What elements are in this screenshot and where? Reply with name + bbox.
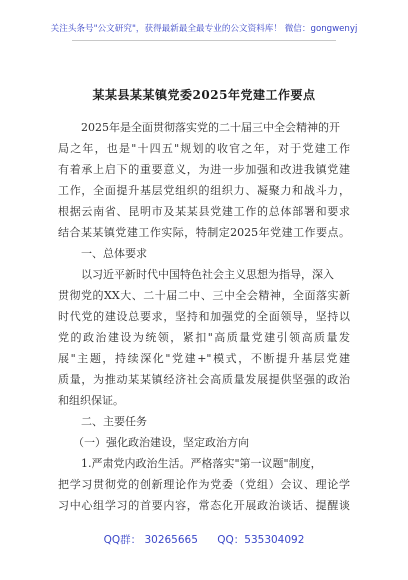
body-line: 局之年，也是"十四五"规划的收官之年，对于党建工作 (58, 142, 350, 155)
body-line: 工作，全面提升基层党组织的组织力、凝聚力和战斗力， (58, 184, 350, 197)
body-line: 展"主题，持续深化"党建+"模式，不断提升基层党建 (58, 352, 350, 365)
body-line: 习中心组学习的首要内容，常态化开展政治谈话、提醒谈 (58, 499, 350, 512)
body-line: 结合某某镇党建工作实际，特制定2025年党建工作要点。 (58, 226, 350, 239)
subsection-heading: （一）强化政治建设，坚定政治方向 (73, 436, 249, 449)
body-line: 2025年是全面贯彻落实党的二十届三中全会精神的开 (81, 121, 340, 134)
body-line: 以习近平新时代中国特色社会主义思想为指导，深入 (81, 268, 334, 281)
body-line: 和组织保证。 (58, 394, 124, 407)
body-line: 时代党的建设总要求，坚持和加强党的全面领导，坚持以 (58, 310, 350, 323)
section-heading: 二、主要任务 (81, 415, 147, 428)
page-footer (0, 532, 408, 547)
body-line: 党的政治建设为统领，紧扣"高质量党建引领高质量发 (58, 331, 350, 344)
body-line: 质量，为推动某某镇经济社会高质量发展提供坚强的政治 (58, 373, 350, 386)
body-line: 贯彻党的XX大、二十届二中、三中全会精神，全面落实新 (58, 289, 350, 302)
body-line: 1.严肃党内政治生活。严格落实"第一议题"制度， (81, 457, 322, 470)
document-title: 某某县某某镇党委2025年党建工作要点 (92, 88, 316, 102)
footer-qq: QQ：535304092 (217, 534, 305, 546)
page-header-promo: 关注头条号"公文研究"，获得最新最全最专业的公文资料库！ 微信：gongwenyj (50, 24, 358, 34)
body-line: 把学习贯彻党的创新理论作为党委（党组）会议、理论学 (58, 478, 350, 491)
footer-qq-group: QQ群： 30265665 (103, 534, 198, 546)
section-heading: 一、总体要求 (81, 247, 147, 260)
body-line: 有着承上启下的重要意义，为进一步加强和改进我镇党建 (58, 163, 350, 176)
header-divider (72, 40, 336, 41)
body-line: 根据云南省、昆明市及某某县党建工作的总体部署和要求 (58, 205, 350, 218)
